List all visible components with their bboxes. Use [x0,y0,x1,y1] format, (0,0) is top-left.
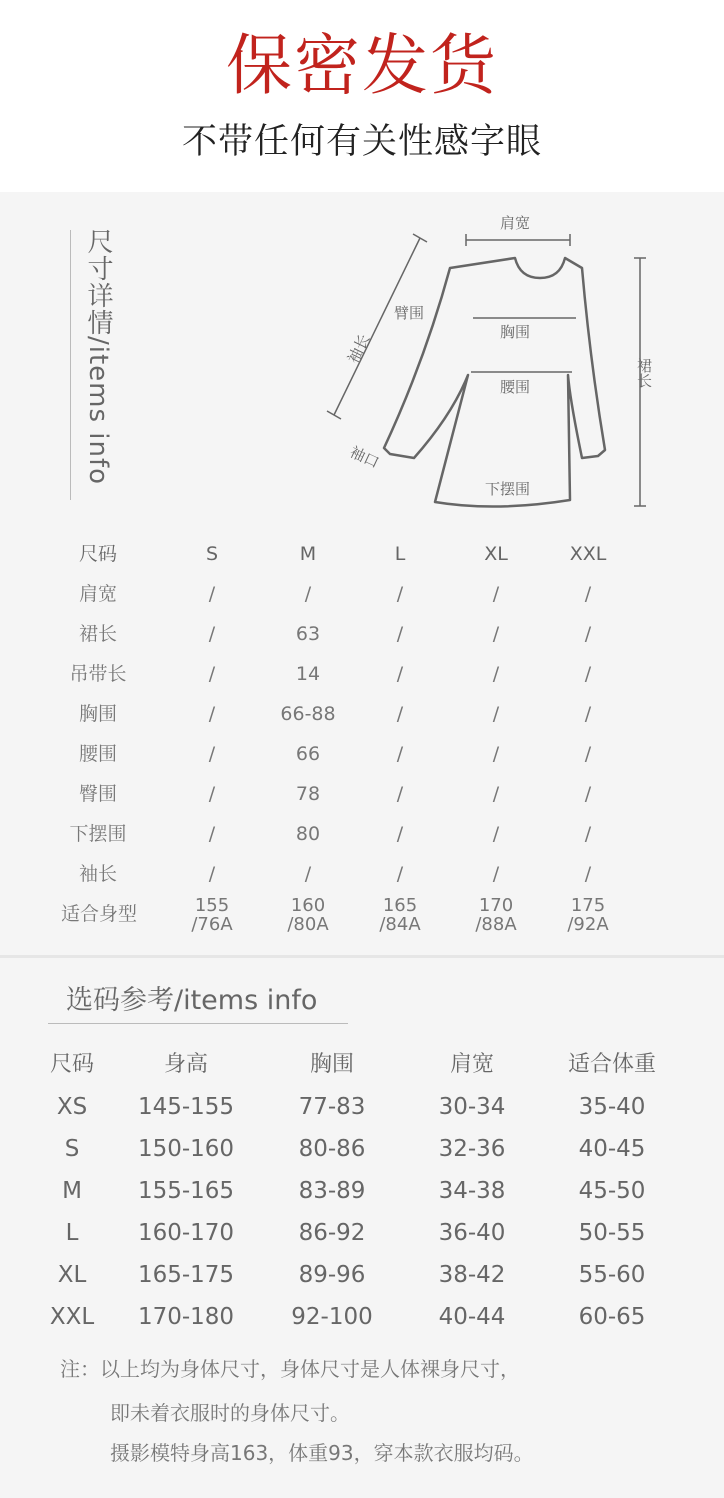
table-cell: / [208,703,216,725]
table-cell: / [396,863,404,885]
table-cell: 150-160 [137,1136,235,1162]
table-row [40,774,680,814]
table-cell: 34-38 [438,1178,506,1204]
header-cell: 尺码 [49,1052,94,1077]
size-cell: XXL [49,1304,95,1330]
table-cell: / [492,583,500,605]
diagram-label-shoulder: 肩宽 [500,214,531,232]
table-cell: / [304,583,312,605]
table-cell: / [492,743,500,765]
table-cell: 30-34 [438,1094,506,1120]
diagram-label-sleeve: 袖长 [344,331,374,367]
table-cell: / [396,823,404,845]
table-row [40,574,680,614]
note-line-2: 即未着衣服时的身体尺寸。 [110,1401,350,1425]
fit-chest: /80A [287,914,329,935]
table-cell: / [584,823,592,845]
size-cell: XS [56,1094,88,1120]
table-cell: 155-165 [137,1178,235,1204]
note-line-1: 注：以上均为身体尺寸，身体尺寸是人体裸身尺寸， [60,1357,520,1381]
table-row [40,694,680,734]
table-cell: 14 [295,663,321,685]
table-row [30,1296,710,1338]
row-label: 下摆围 [69,823,127,845]
header-cell: M [299,543,317,565]
table-row [40,814,680,854]
table-cell: 83-89 [298,1178,366,1204]
table-cell: 66 [295,743,321,765]
note-line-3: 摄影模特身高163，体重93，穿本款衣服均码。 [110,1441,534,1465]
fit-chest: /76A [191,914,233,935]
table-cell: 66-88 [280,703,336,725]
table-cell: / [584,583,592,605]
size-detail-title: 尺寸详情/items info [83,228,113,486]
header-cell: XL [484,543,508,565]
fit-height: 155 [194,895,230,916]
table-cell: / [584,663,592,685]
row-label: 裙长 [78,623,117,645]
dress-diagram [320,200,680,520]
table-cell: 45-50 [578,1178,646,1204]
table-row [30,1086,710,1128]
table-cell: 80-86 [298,1136,366,1162]
table-cell: 89-96 [298,1262,366,1288]
fit-cell [352,894,448,934]
table-cell: / [396,623,404,645]
table-cell: 92-100 [291,1304,373,1330]
table-cell: 60-65 [578,1304,646,1330]
fit-height: 165 [382,895,418,916]
table-cell: 80 [295,823,321,845]
diagram-label-arm: 臂围 [394,304,425,322]
table-cell: / [208,743,216,765]
header-cell: XXL [569,543,607,565]
diagram-label-waist: 腰围 [500,378,531,396]
header-cell: L [394,543,406,565]
table-cell: / [584,623,592,645]
fit-cell [164,894,260,934]
table-cell: / [304,863,312,885]
table-cell: / [208,623,216,645]
table-cell: / [492,783,500,805]
table-cell: / [208,583,216,605]
row-label: 袖长 [78,863,117,885]
table-cell: 165-175 [137,1262,235,1288]
table-cell: / [492,623,500,645]
header-cell: S [205,543,219,565]
table-cell: / [208,783,216,805]
size-reference-title: 选码参考/items info [66,985,318,1016]
table-cell: / [396,783,404,805]
header-cell: 身高 [163,1052,208,1077]
table-cell: 40-45 [578,1136,646,1162]
table-cell: 36-40 [438,1220,506,1246]
size-cell: S [64,1136,80,1162]
table-cell: / [396,663,404,685]
table-cell: 55-60 [578,1262,646,1288]
table-cell: / [396,703,404,725]
table-cell: / [208,823,216,845]
table-row [40,614,680,654]
row-label: 腰围 [78,743,117,765]
row-label: 臀围 [78,783,117,805]
table-cell: 78 [295,783,321,805]
size-reference-rule [48,1023,348,1024]
table-cell: 35-40 [578,1094,646,1120]
table-cell: 40-44 [438,1304,506,1330]
table-row [40,654,680,694]
table-cell: / [492,863,500,885]
fit-cell [540,894,636,934]
table-cell: / [492,703,500,725]
header-subtitle: 不带任何有关性感字眼 [181,122,542,162]
diagram-label-cuff: 袖口 [347,442,382,472]
table-cell: 50-55 [578,1220,646,1246]
header-cell: 尺码 [78,543,117,565]
row-label: 吊带长 [69,663,127,685]
table-cell: / [584,703,592,725]
table-cell: / [208,663,216,685]
fit-height: 170 [478,895,514,916]
table-cell: 160-170 [137,1220,235,1246]
table-row [40,854,680,894]
fit-chest: /92A [567,914,609,935]
table-cell: / [208,863,216,885]
fit-cell [448,894,544,934]
header-cell: 适合体重 [567,1052,656,1077]
table-row [40,734,680,774]
table-cell: 32-36 [438,1136,506,1162]
row-label: 肩宽 [78,583,117,605]
section-divider [0,955,724,958]
table-cell: 145-155 [137,1094,235,1120]
table-cell: / [584,783,592,805]
table-cell: 170-180 [137,1304,235,1330]
table-cell: / [492,823,500,845]
row-label: 适合身型 [60,903,137,925]
fit-chest: /84A [379,914,421,935]
fit-height: 160 [290,895,326,916]
row-label: 胸围 [78,703,117,725]
table-row-fit [40,894,680,938]
fit-cell [260,894,356,934]
table-cell: / [492,663,500,685]
vertical-title-rule [70,230,71,500]
size-cell: M [62,1178,82,1204]
page-header [0,0,724,192]
diagram-label-hem: 下摆围 [485,480,531,498]
table-header-row [40,534,680,574]
table-cell: 38-42 [438,1262,506,1288]
table-row [30,1128,710,1170]
diagram-label-length: 裙长 [635,358,653,388]
diagram-label-chest: 胸围 [500,323,531,341]
size-cell: XL [57,1262,87,1288]
table-cell: / [584,743,592,765]
header-cell: 胸围 [309,1052,354,1077]
fit-chest: /88A [475,914,517,935]
table-row [30,1170,710,1212]
table-cell: 77-83 [298,1094,366,1120]
table-row [30,1212,710,1254]
size-cell: L [65,1220,79,1246]
fit-height: 175 [570,895,606,916]
table-cell: 63 [295,623,321,645]
header-cell: 肩宽 [449,1052,494,1077]
header-title: 保密发货 [226,27,498,104]
table-header-row [30,1044,710,1086]
table-cell: / [396,743,404,765]
table-cell: / [396,583,404,605]
table-cell: / [584,863,592,885]
table-row [30,1254,710,1296]
table-cell: 86-92 [298,1220,366,1246]
